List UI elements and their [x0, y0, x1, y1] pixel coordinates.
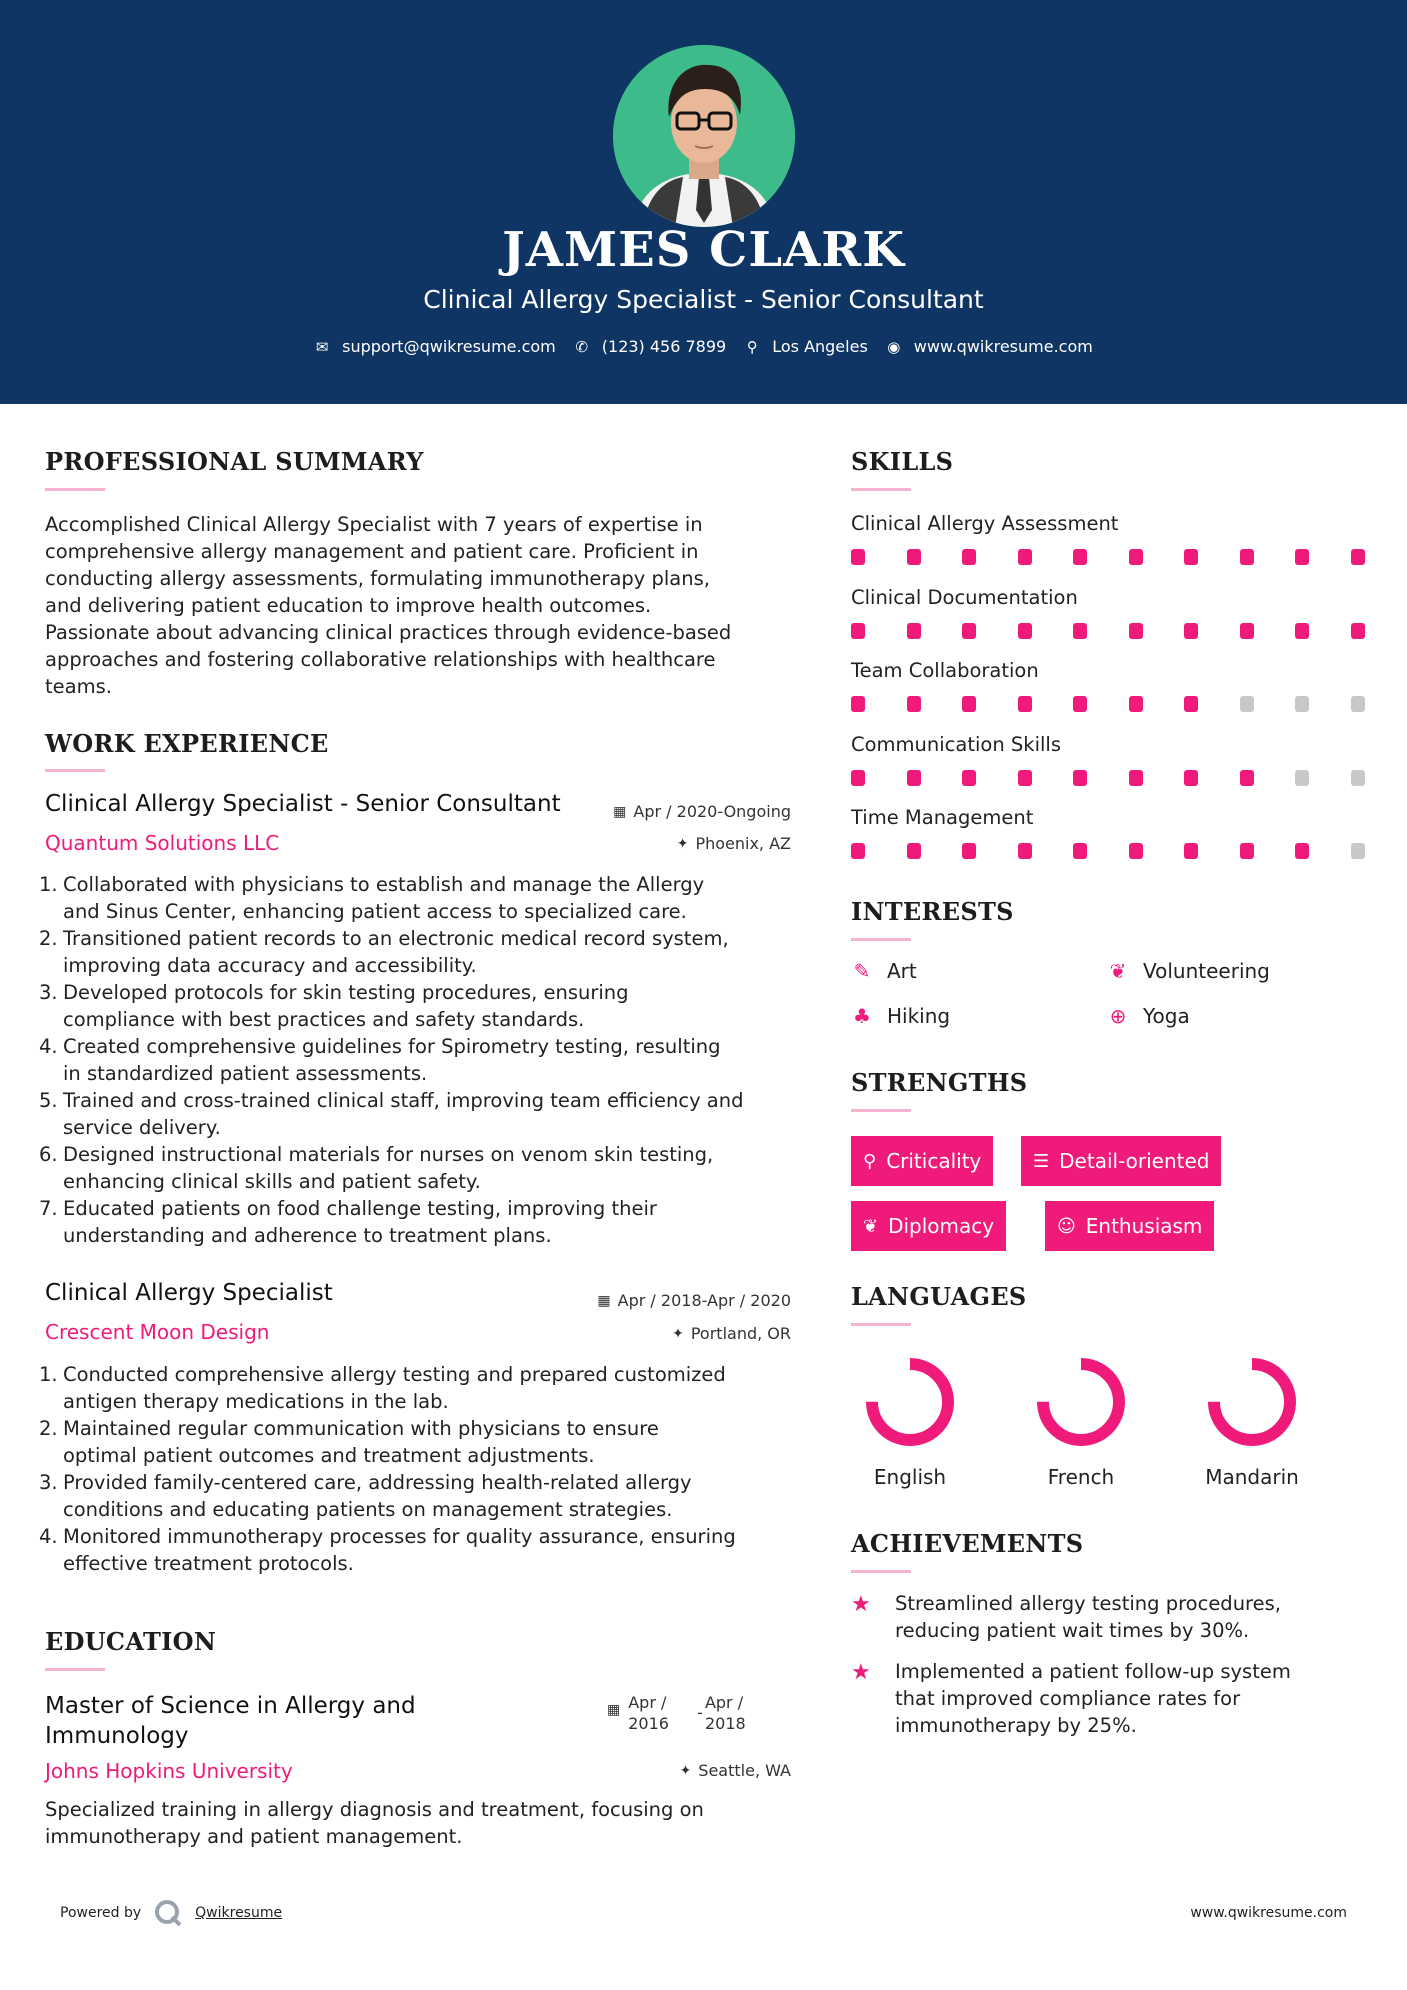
strength-tag: [851, 1136, 993, 1186]
responsibility-line: Maintained regular communication with physicians to ensure: [63, 1417, 659, 1440]
contact-bar: [0, 337, 1407, 356]
skill-dot-filled: [962, 696, 976, 712]
achievement-line: immunotherapy by 25%.: [895, 1714, 1137, 1737]
start-year: 2016: [628, 1714, 669, 1733]
skill-dot-filled: [1184, 770, 1198, 786]
responsibility-line: in standardized patient assessments.: [63, 1062, 428, 1085]
degree-line: Master of Science in Allergy and: [45, 1693, 416, 1719]
job-location: [672, 1324, 791, 1343]
responsibility-line: compliance with best practices and safety standards.: [63, 1008, 585, 1031]
skill-name: Clinical Allergy Assessment: [851, 512, 1119, 535]
education-location: [680, 1761, 791, 1780]
education-start: [628, 1692, 669, 1734]
text-line: Accomplished Clinical Allergy Specialist with 7 years of expertise in: [45, 513, 703, 536]
brand-link[interactable]: Qwikresume: [195, 1905, 283, 1921]
paintbrush-icon: ✎: [853, 959, 871, 983]
education-divider: [45, 1668, 105, 1671]
end-year: 2018: [704, 1714, 746, 1733]
language-arc: [872, 1364, 948, 1440]
interest-item: [851, 959, 917, 983]
skill-dot-filled: [1184, 843, 1198, 859]
skill-dot-filled: [1240, 843, 1254, 859]
location-text: Los Angeles: [772, 337, 868, 356]
summary-heading: PROFESSIONAL SUMMARY: [45, 447, 424, 476]
item-number: 3.: [39, 981, 58, 1004]
smile-icon: ☺: [1057, 1215, 1076, 1237]
responsibility-line: Developed protocols for skin testing procedures, ensuring: [63, 981, 629, 1004]
strengths-heading: STRENGTHS: [851, 1068, 1028, 1097]
skill-dot-empty: [1351, 770, 1365, 786]
skill-dot-empty: [1295, 696, 1309, 712]
portrait-image: [613, 45, 795, 227]
skill-dot-filled: [1129, 549, 1143, 565]
summary-text: [45, 511, 805, 700]
skill-dot-filled: [1073, 696, 1087, 712]
qwikresume-logo-icon: [153, 1898, 183, 1928]
skill-name: Communication Skills: [851, 732, 1061, 756]
interest-item: [1107, 1004, 1190, 1028]
skill-dot-empty: [1351, 696, 1365, 712]
language-progress: [1202, 1352, 1302, 1452]
handshake-icon: ❦: [1109, 959, 1127, 983]
start-month: Apr /: [628, 1693, 667, 1712]
language-label: Mandarin: [1205, 1465, 1299, 1489]
skill-name: Team Collaboration: [851, 659, 1039, 682]
handshake-icon: ❦: [863, 1215, 879, 1237]
responsibility-line: and Sinus Center, enhancing patient access to specialized care.: [63, 900, 687, 923]
skill-dot-filled: [851, 843, 865, 859]
responsibility-item: [39, 871, 815, 925]
item-number: 1.: [39, 873, 58, 896]
skill-dot-filled: [962, 770, 976, 786]
pin-icon: ✦: [679, 1762, 692, 1779]
skill-dot-filled: [907, 549, 921, 565]
interest-label: Art: [887, 959, 917, 983]
item-number: 7.: [39, 1197, 58, 1220]
skill-dot-filled: [907, 843, 921, 859]
skill-dot-filled: [1351, 623, 1365, 639]
skill-dot-filled: [851, 770, 865, 786]
interests-heading: INTERESTS: [851, 897, 1014, 926]
responsibility-item: [39, 1415, 815, 1469]
job-dates-text: Apr / 2020-Ongoing: [633, 802, 791, 821]
text-line: Passionate about advancing clinical practices through evidence-based: [45, 621, 732, 644]
skill-dot-filled: [851, 549, 865, 565]
calendar-icon: ▦: [613, 803, 627, 820]
item-number: 4.: [39, 1525, 58, 1548]
skill-dot-filled: [1295, 843, 1309, 859]
skill-dot-filled: [1240, 623, 1254, 639]
language-progress: [1031, 1352, 1131, 1452]
job-location-text: Phoenix, AZ: [695, 834, 791, 853]
skill-dot-filled: [1073, 770, 1087, 786]
text-line: conducting allergy assessments, formulating immunotherapy plans,: [45, 567, 710, 590]
responsibility-item: [39, 1141, 815, 1195]
job-responsibilities: [39, 871, 815, 1249]
responsibility-line: understanding and adherence to treatment plans.: [63, 1224, 552, 1247]
responsibility-item: [39, 1087, 815, 1141]
map-marker-icon: ⚲: [746, 337, 758, 356]
strength-label: Criticality: [886, 1149, 982, 1173]
achievement-line: Implemented a patient follow-up system: [895, 1660, 1291, 1683]
strength-label: Detail-oriented: [1059, 1149, 1210, 1173]
strength-tag: [1045, 1201, 1214, 1251]
responsibility-line: enhancing clinical skills and patient safety.: [63, 1170, 481, 1193]
job-company: Crescent Moon Design: [45, 1320, 270, 1344]
powered-by-text: Powered by: [60, 1905, 142, 1921]
interests-divider: [851, 938, 911, 941]
responsibility-line: Designed instructional materials for nurses on venom skin testing,: [63, 1143, 714, 1166]
achievements-divider: [851, 1570, 911, 1573]
language-ring: [1177, 1352, 1327, 1452]
text-line: comprehensive allergy management and patient care. Proficient in: [45, 540, 699, 563]
languages-heading: LANGUAGES: [851, 1282, 1027, 1311]
interest-label: Volunteering: [1143, 959, 1270, 983]
skill-dot-empty: [1351, 843, 1365, 859]
responsibility-line: Collaborated with physicians to establish and manage the Allergy: [63, 873, 705, 896]
strengths-divider: [851, 1109, 911, 1112]
responsibility-item: [39, 1523, 815, 1577]
work-divider: [45, 769, 105, 772]
responsibility-item: [39, 925, 815, 979]
achievement-line: Streamlined allergy testing procedures,: [895, 1592, 1281, 1615]
skill-dot-empty: [1240, 696, 1254, 712]
skill-dot-empty: [1295, 770, 1309, 786]
item-number: 1.: [39, 1363, 58, 1386]
contact-phone[interactable]: [574, 337, 726, 356]
text-line: teams.: [45, 675, 112, 698]
responsibility-line: Created comprehensive guidelines for Spirometry testing, resulting: [63, 1035, 721, 1058]
skill-dot-filled: [907, 696, 921, 712]
achievement-text: [895, 1590, 1281, 1644]
language-arc: [1214, 1364, 1290, 1440]
degree-line: Immunology: [45, 1723, 189, 1749]
skill-dot-filled: [851, 623, 865, 639]
candidate-title: Clinical Allergy Specialist - Senior Consultant: [423, 285, 984, 314]
skill-dot-filled: [1018, 770, 1032, 786]
education-dates: [607, 1692, 746, 1734]
strength-label: Diplomacy: [888, 1214, 995, 1238]
language-ring: [835, 1352, 985, 1452]
responsibility-line: Conducted comprehensive allergy testing and prepared customized: [63, 1363, 726, 1386]
skill-dot-filled: [1295, 549, 1309, 565]
job-dates-text: Apr / 2018-Apr / 2020: [617, 1291, 791, 1310]
job-responsibilities: [39, 1361, 815, 1577]
interest-item: [1107, 959, 1270, 983]
interest-item: [851, 1004, 950, 1028]
skills-divider: [851, 488, 911, 491]
skill-dot-filled: [907, 770, 921, 786]
skill-dot-filled: [1073, 843, 1087, 859]
item-number: 5.: [39, 1089, 58, 1112]
achievement-text: [895, 1658, 1291, 1739]
language-arc: [1043, 1364, 1119, 1440]
education-description: [45, 1796, 815, 1850]
skill-dot-filled: [1018, 843, 1032, 859]
envelope-icon: ✉: [315, 337, 329, 356]
item-number: 2.: [39, 1417, 58, 1440]
text-line: and delivering patient education to improve health outcomes.: [45, 594, 652, 617]
job-title: Clinical Allergy Specialist: [45, 1280, 333, 1306]
skill-dot-filled: [1184, 696, 1198, 712]
item-number: 4.: [39, 1035, 58, 1058]
strength-tag: [1021, 1136, 1221, 1186]
responsibility-item: [39, 979, 815, 1033]
item-number: 3.: [39, 1471, 58, 1494]
skill-dot-filled: [1073, 623, 1087, 639]
date-dash: -: [696, 1703, 703, 1722]
star-icon: ★: [851, 1660, 871, 1685]
search-icon: ⚲: [863, 1150, 877, 1172]
education-location-text: Seattle, WA: [698, 1761, 791, 1780]
skill-dot-filled: [1240, 549, 1254, 565]
achievement-line: that improved compliance rates for: [895, 1687, 1241, 1710]
skill-dot-filled: [962, 623, 976, 639]
strength-label: Enthusiasm: [1085, 1214, 1203, 1238]
text-line: Specialized training in allergy diagnosis and treatment, focusing on: [45, 1798, 704, 1821]
pin-icon: ✦: [676, 835, 689, 852]
skill-name: Clinical Documentation: [851, 585, 1078, 609]
skill-dot-filled: [1184, 549, 1198, 565]
phone-text: (123) 456 7899: [601, 337, 727, 356]
skill-dot-filled: [1295, 623, 1309, 639]
work-heading: WORK EXPERIENCE: [45, 729, 329, 758]
summary-divider: [45, 488, 105, 491]
achievements-heading: ACHIEVEMENTS: [851, 1529, 1084, 1558]
language-ring: [1006, 1352, 1156, 1452]
job-location-text: Portland, OR: [690, 1324, 791, 1343]
email-text: support@qwikresume.com: [342, 337, 556, 356]
end-month: Apr /: [704, 1693, 744, 1712]
responsibility-line: Provided family-centered care, addressing health-related allergy: [63, 1471, 692, 1494]
skill-dot-filled: [851, 696, 865, 712]
job-title: Clinical Allergy Specialist - Senior Consultant: [45, 791, 561, 817]
language-label: English: [873, 1465, 947, 1489]
responsibility-line: service delivery.: [63, 1116, 221, 1139]
responsibility-item: [39, 1469, 815, 1523]
skill-dot-filled: [962, 549, 976, 565]
responsibility-line: optimal patient outcomes and treatment adjustments.: [63, 1444, 595, 1467]
education-heading: EDUCATION: [45, 1627, 217, 1656]
globe-icon: ◉: [887, 337, 901, 356]
responsibility-item: [39, 1195, 815, 1249]
calendar-icon: ▦: [607, 1702, 621, 1718]
calendar-icon: ▦: [597, 1292, 611, 1309]
skill-dot-filled: [1018, 549, 1032, 565]
item-number: 2.: [39, 927, 58, 950]
achievement-item: [851, 1590, 1281, 1644]
profile-photo: [613, 45, 795, 227]
item-number: 6.: [39, 1143, 58, 1166]
responsibility-line: conditions and educating patients on management strategies.: [63, 1498, 673, 1521]
responsibility-line: improving data accuracy and accessibility.: [63, 954, 477, 977]
star-icon: ★: [851, 1592, 871, 1617]
responsibility-line: Educated patients on food challenge testing, improving their: [63, 1197, 657, 1220]
text-line: approaches and fostering collaborative relationships with healthcare: [45, 648, 716, 671]
lifering-icon: ⊕: [1109, 1004, 1127, 1028]
interest-label: Hiking: [887, 1004, 951, 1028]
job-dates: [613, 802, 791, 821]
skill-dot-filled: [907, 623, 921, 639]
skill-dot-filled: [1184, 623, 1198, 639]
skill-name: Time Management: [851, 806, 1034, 829]
skills-heading: SKILLS: [851, 447, 954, 476]
responsibility-item: [39, 1361, 815, 1415]
responsibility-line: effective treatment protocols.: [63, 1552, 354, 1575]
skill-dot-filled: [1129, 770, 1143, 786]
languages-divider: [851, 1323, 911, 1326]
achievement-item: [851, 1658, 1291, 1739]
skill-dot-filled: [1129, 843, 1143, 859]
responsibility-line: Trained and cross-trained clinical staff, improving team efficiency and: [63, 1089, 744, 1112]
language-progress: [860, 1352, 960, 1452]
skill-dot-filled: [1018, 623, 1032, 639]
text-line: immunotherapy and patient management.: [45, 1825, 463, 1848]
responsibility-line: antigen therapy medications in the lab.: [63, 1390, 449, 1413]
responsibility-line: Monitored immunotherapy processes for quality assurance, ensuring: [63, 1525, 736, 1548]
skill-dot-filled: [962, 843, 976, 859]
contact-email[interactable]: [314, 337, 556, 356]
website-text: www.qwikresume.com: [913, 337, 1093, 356]
responsibility-line: Transitioned patient records to an electronic medical record system,: [63, 927, 729, 950]
language-label: French: [1047, 1465, 1115, 1489]
candidate-name: JAMES CLARK: [502, 222, 905, 278]
contact-location: [744, 337, 868, 356]
phone-icon: ✆: [575, 337, 589, 356]
tree-icon: ♣: [853, 1004, 871, 1028]
resume-header: [0, 0, 1407, 404]
education-end: [696, 1692, 746, 1734]
skill-dot-filled: [1018, 696, 1032, 712]
footer-website[interactable]: www.qwikresume.com: [1190, 1905, 1347, 1921]
responsibility-item: [39, 1033, 815, 1087]
skill-dot-filled: [1073, 549, 1087, 565]
skill-dot-filled: [1129, 696, 1143, 712]
job-location: [677, 834, 791, 853]
list-icon: ☰: [1033, 1150, 1050, 1172]
contact-website[interactable]: [886, 337, 1093, 356]
skill-dot-filled: [1240, 770, 1254, 786]
achievement-line: reducing patient wait times by 30%.: [895, 1619, 1250, 1642]
school-name: Johns Hopkins University: [45, 1759, 293, 1783]
skill-dot-filled: [1351, 549, 1365, 565]
pin-icon: ✦: [672, 1325, 684, 1342]
skill-dot-filled: [1129, 623, 1143, 639]
strength-tag: [851, 1201, 1006, 1251]
job-dates: [597, 1291, 791, 1310]
job-company: Quantum Solutions LLC: [45, 831, 280, 855]
interest-label: Yoga: [1143, 1004, 1190, 1028]
degree-title: [45, 1691, 416, 1751]
footer-powered-by: [60, 1898, 282, 1928]
